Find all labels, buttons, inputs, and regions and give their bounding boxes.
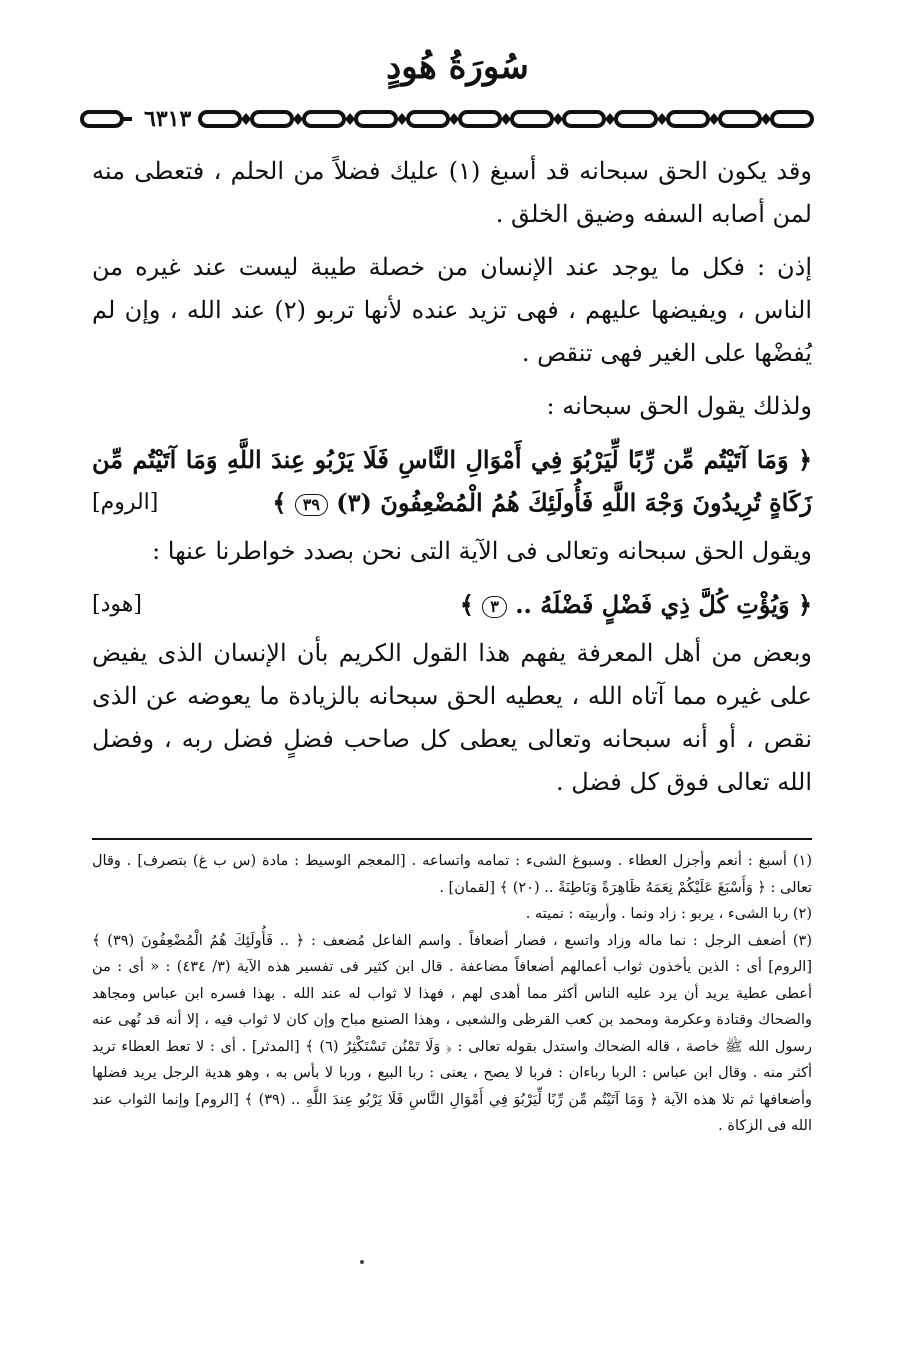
footnote-separator — [92, 838, 812, 840]
verse-reference: [هود] — [92, 592, 142, 617]
ayah-number: ٣٩ — [295, 494, 328, 516]
verse-text: وَمَا آتَيْتُم مِّن رِّبًا لِّيَرْبُوَ فِي أَمْوَالِ النَّاسِ فَلَا يَرْبُو عِندَ اللَّهِ وَمَا آتَيْتُم مِّن زَكَاةٍ تُرِيدُونَ وَجْهَ اللَّهِ فَأُولَئِكَ هُمُ الْمُضْعِفُونَ (٣) — [92, 445, 812, 517]
verse-text: وَيُؤْتِ كُلَّ ذِي فَضْلٍ فَضْلَهُ .. — [515, 590, 790, 619]
ayah-number: ٣ — [482, 596, 507, 618]
main-text — [92, 150, 812, 814]
paragraph-4: ويقول الحق سبحانه وتعالى فى الآية التى نحن بصدد خواطرنا عنها : — [152, 537, 812, 565]
footnotes — [92, 848, 812, 1140]
surah-title: سُورَةُ هُودٍ — [386, 47, 529, 87]
quran-verse-hud — [92, 583, 812, 626]
scan-speck — [360, 1260, 364, 1264]
paragraph-2: إذن : فكل ما يوجد عند الإنسان من خصلة طيبة ليست عند غيره من الناس ، ويفيضها عليهم ، فهى تزيد عنده لأنها تربو (٢) عند الله ، وإن لم يُفضْها على الغير فهى تنقص . — [92, 253, 813, 367]
footnote-3: (٣) أضعف الرجل : نما ماله وزاد واتسع ، فصار أضعافاً . واسم الفاعل مُضعف : ﴿ .. فَأُولَئِكَ هُمُ الْمُضْعِفُونَ (٣٩) ﴾ [الروم] أى : الذين يأخذون ثواب أعمالهم أضعافاً مضاعفة . قال ابن كثير فى تفسير هذه الآية (٣/ ٤٣٤) : « أى : من أعطى عطية يريد أن يرد عليه الناس أكثر مما أهدى لهم ، فهذا لا ثواب له عند الله . بهذا فسره ابن عباس ومجاهد والضحاك وقتادة وعكرمة ومحمد بن كعب القرظى والشعبى ، وهذا الصنيع مباح وإن كان لا ثواب فيه ، إلا أنه قد نُهى عنه رسول الله ﷺ خاصة ، قاله الضحاك واستدل بقوله تعالى : ﴿ وَلَا تَمْنُن تَسْتَكْثِرُ (٦) ﴾ [المدثر] . أى : لا تعط العطاء تريد أكثر منه . وقال ابن عباس : الربا رباءان : فربا لا يصح ، يعنى : ربا البيع ، وربا لا بأس به ، وهو هدية الرجل يريد فضلها وأضعافها ثم تلا هذه الآية ﴿ وَمَا آتَيْتُم مِّن رِّبًا لِّيَرْبُوَ فِي أَمْوَالِ النَّاسِ فَلَا يَرْبُو عِندَ اللَّهِ .. (٣٩) ﴾ [الروم] وإنما الثواب عند الله فى الزكاة . — [92, 932, 813, 1134]
page-number: ٦٣١٣ — [140, 104, 195, 134]
footnote-2: (٢) ربا الشىء ، يربو : زاد ونما . وأربيته : نميته . — [525, 906, 812, 922]
paragraph-5: وبعض من أهل المعرفة يفهم هذا القول الكريم بأن الإنسان الذى يفيض على غيره مما آتاه الله ، يعطيه الحق سبحانه بالزيادة ما يعوضه عن الذى نقص ، أو أنه سبحانه وتعالى يعطى كل صاحب فضلٍ فضل ربه ، وفضل الله تعالى فوق كل فضل . — [92, 639, 812, 796]
verse-reference: [الروم] — [92, 490, 159, 515]
paragraph-3: ولذلك يقول الحق سبحانه : — [546, 392, 812, 420]
quran-verse-rum — [92, 438, 812, 524]
verse-open-bracket: ﴿ — [797, 445, 813, 474]
footnote-1: (١) أسبغ : أنعم وأجزل العطاء . وسبوغ الشىء : تمامه واتساعه . [المعجم الوسيط : مادة (س ب غ) بتصرف] . وقال تعالى : ﴿ وَأَسْبَغَ عَلَيْكُمْ نِعَمَهُ ظَاهِرَةً وَبَاطِنَةً .. (٢٠) ﴾ [لقمان] . — [92, 853, 812, 896]
paragraph-1: وقد يكون الحق سبحانه قد أسبغ (١) عليك فضلاً من الحلم ، فتعطى منه لمن أصابه السفه وضيق الخلق . — [92, 157, 812, 228]
verse-open-bracket: ﴿ — [797, 590, 812, 619]
verse-close-bracket: ﴾ — [272, 488, 287, 517]
verse-close-bracket: ﴾ — [459, 590, 474, 619]
